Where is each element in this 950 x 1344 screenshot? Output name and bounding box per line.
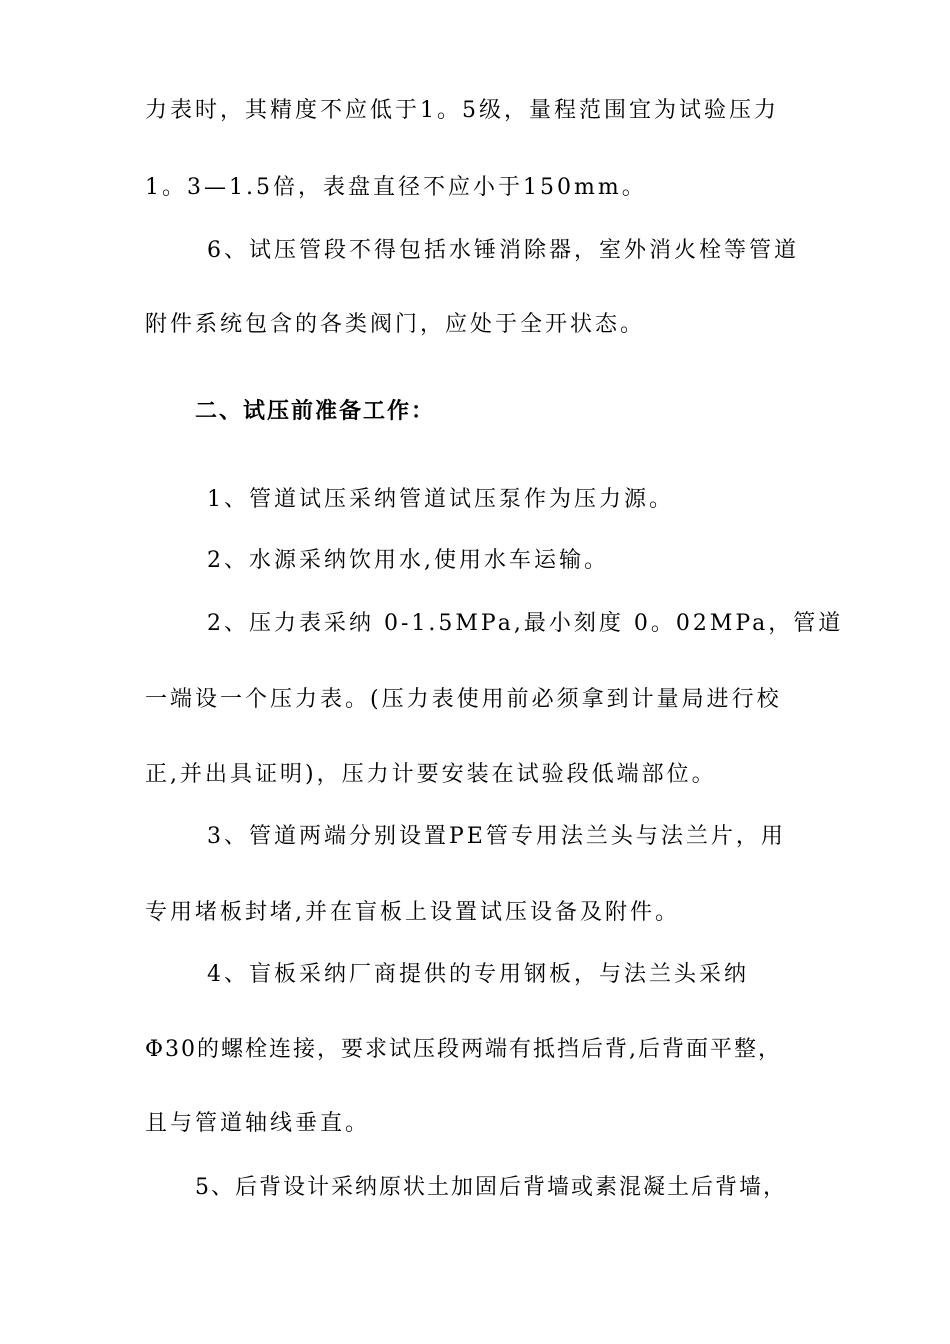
text-line: 2、压力表采纳 0-1.5MPa,最小刻度 0。02MPa，管道 <box>207 611 844 636</box>
text-line: 力表时，其精度不应低于1。5级，量程范围宜为试验压力 <box>145 98 779 123</box>
text-line: 且与管道轴线垂直。 <box>145 1111 371 1136</box>
text-line: 正,并出具证明)，压力计要安装在试验段低端部位。 <box>145 762 717 787</box>
text-line: 3、管道两端分别设置PE管专用法兰头与法兰片，用 <box>207 824 786 849</box>
section-heading: 二、试压前准备工作： <box>195 399 436 424</box>
text-line: 5、后背设计采纳原状土加固后背墙或素混凝土后背墙， <box>195 1175 787 1200</box>
text-line: 4、盲板采纳厂商提供的专用钢板，与法兰头采纳 <box>207 962 749 987</box>
text-line: 专用堵板封堵,并在盲板上设置试压设备及附件。 <box>145 900 680 925</box>
text-line: 一端设一个压力表。(压力表使用前必须拿到计量局进行校 <box>145 687 782 712</box>
text-line: 1。3—1.5倍，表盘直径不应小于150mm。 <box>145 175 647 200</box>
text-line: 1、管道试压采纳管道试压泵作为压力源。 <box>207 487 674 512</box>
text-line: 2、水源采纳饮用水,使用水车运输。 <box>207 548 609 573</box>
text-line: Φ30的螺栓连接，要求试压段两端有抵挡后背,后背面平整， <box>145 1037 783 1062</box>
text-line: 6、试压管段不得包括水锤消除器，室外消火栓等管道 <box>207 238 799 263</box>
text-line: 附件系统包含的各类阀门，应处于全开状态。 <box>145 312 646 337</box>
